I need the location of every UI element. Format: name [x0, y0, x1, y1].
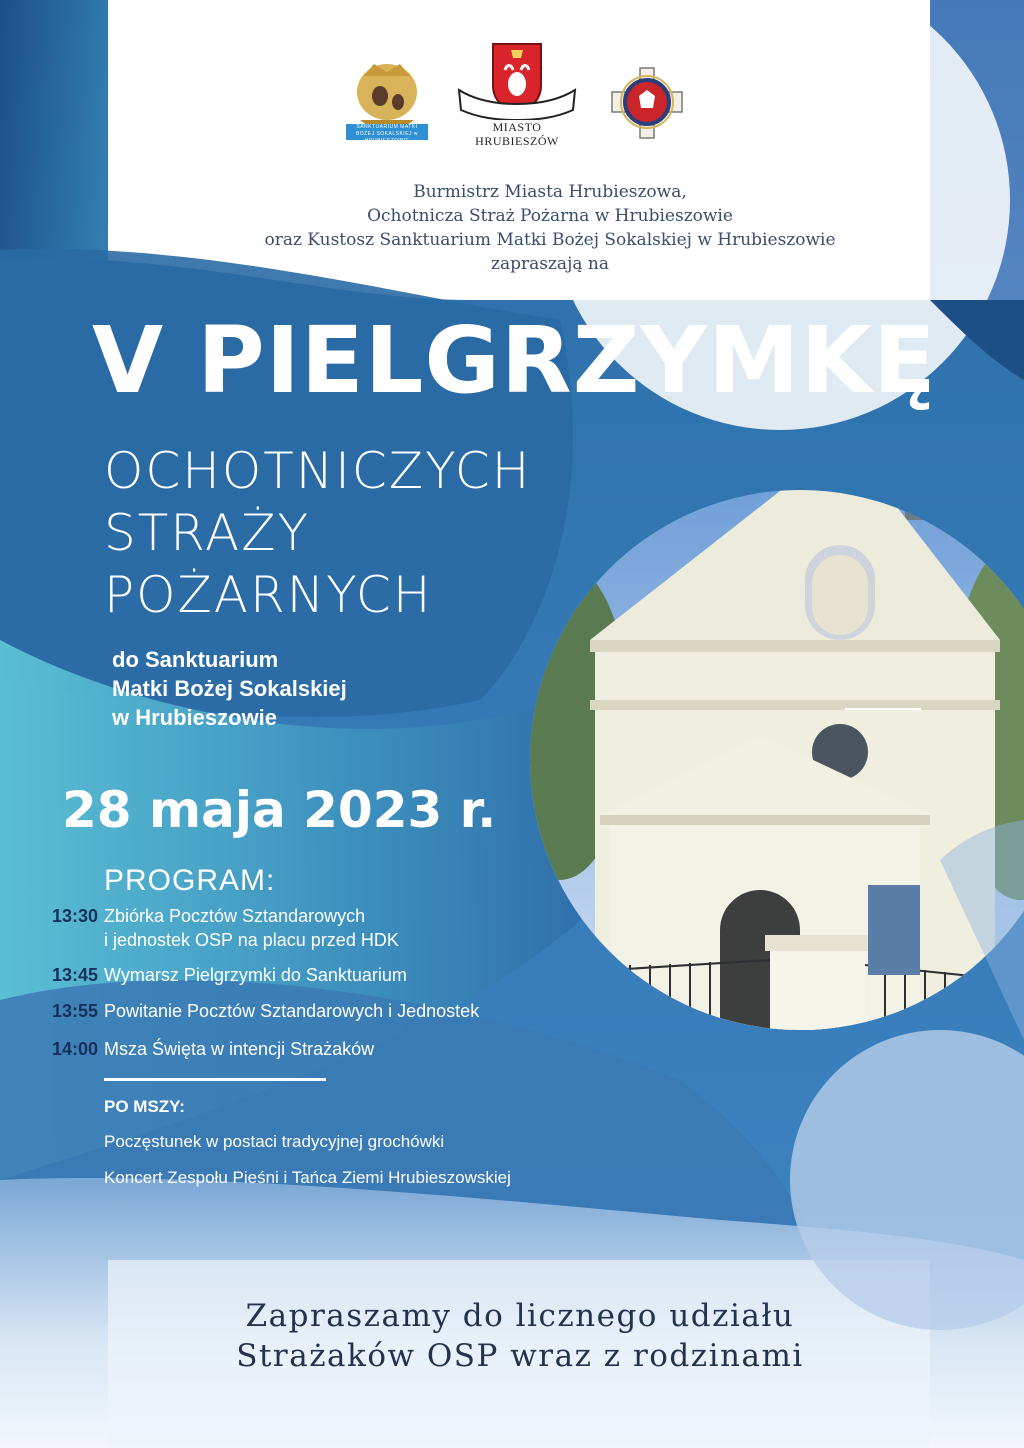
program-time: 13:45 [51, 965, 98, 985]
program-time: 13:30 [51, 906, 98, 926]
program-text: Msza Święta w intencji Strażaków [104, 1039, 375, 1059]
decorative-line [845, 708, 921, 710]
fire-brigade-logo [610, 66, 684, 140]
program-text-continued: i jednostek OSP na placu przed HDK [104, 930, 399, 950]
intro-line-3: oraz Kustosz Sanktuarium Matki Bożej Sokalskiej w Hrubieszowie [264, 230, 836, 250]
subtitle [104, 440, 664, 626]
program-text: Powitanie Pocztów Sztandarowych i Jednostek [104, 1001, 480, 1021]
intro-line-1: Burmistrz Miasta Hrubieszowa, [413, 182, 687, 202]
subtitle-line-2: STRAŻY [104, 504, 310, 562]
program-title: PROGRAM: [104, 864, 276, 897]
destination [112, 645, 532, 732]
fire-brigade-cross-icon [610, 66, 684, 140]
after-mass-item: Koncert Zespołu Pieśni i Tańca Ziemi Hrubieszowskiej [104, 1168, 511, 1187]
destination-line-1: do Sanktuarium [112, 647, 279, 672]
intro-line-2: Ochotnicza Straż Pożarna w Hrubieszowie [367, 206, 733, 226]
destination-line-3: w Hrubieszowie [112, 705, 278, 730]
subtitle-line-3: POŻARNYCH [104, 566, 433, 624]
subtitle-line-1: OCHOTNICZYCH [104, 442, 532, 500]
invitation-intro [150, 180, 950, 276]
intro-line-4: zapraszają na [491, 254, 609, 274]
closing-invitation [150, 1296, 890, 1376]
sanctuary-logo [344, 62, 430, 142]
program-time: 14:00 [51, 1039, 98, 1059]
main-headline: V PIELGRZYMKĘ [92, 307, 937, 414]
program-text: Zbiórka Pocztów Sztandarowych [104, 906, 366, 926]
city-caption-line1: MIASTO [492, 120, 542, 134]
sanctuary-logo-caption: SANKTUARIUM MATKI BOŻEJ SOKALSKIEJ w HRUBIESZOWIE [355, 124, 419, 144]
city-caption-line2: HRUBIESZÓW [475, 134, 559, 148]
closing-line-2: Strażaków OSP wraz z rodzinami [236, 1338, 804, 1374]
city-coat-of-arms [455, 40, 579, 152]
after-mass-title: PO MSZY: [104, 1097, 185, 1116]
destination-line-2: Matki Bożej Sokalskiej [112, 676, 347, 701]
program-time: 13:55 [51, 1001, 98, 1021]
event-date: 28 maja 2023 r. [62, 781, 497, 839]
after-mass-item: Poczęstunek w postaci tradycyjnej grochówki [104, 1132, 445, 1151]
program-text: Wymarsz Pielgrzymki do Sanktuarium [104, 965, 407, 985]
closing-line-1: Zapraszamy do licznego udziału [245, 1298, 795, 1334]
coat-of-arms-icon [455, 40, 579, 120]
section-divider [104, 1078, 326, 1081]
